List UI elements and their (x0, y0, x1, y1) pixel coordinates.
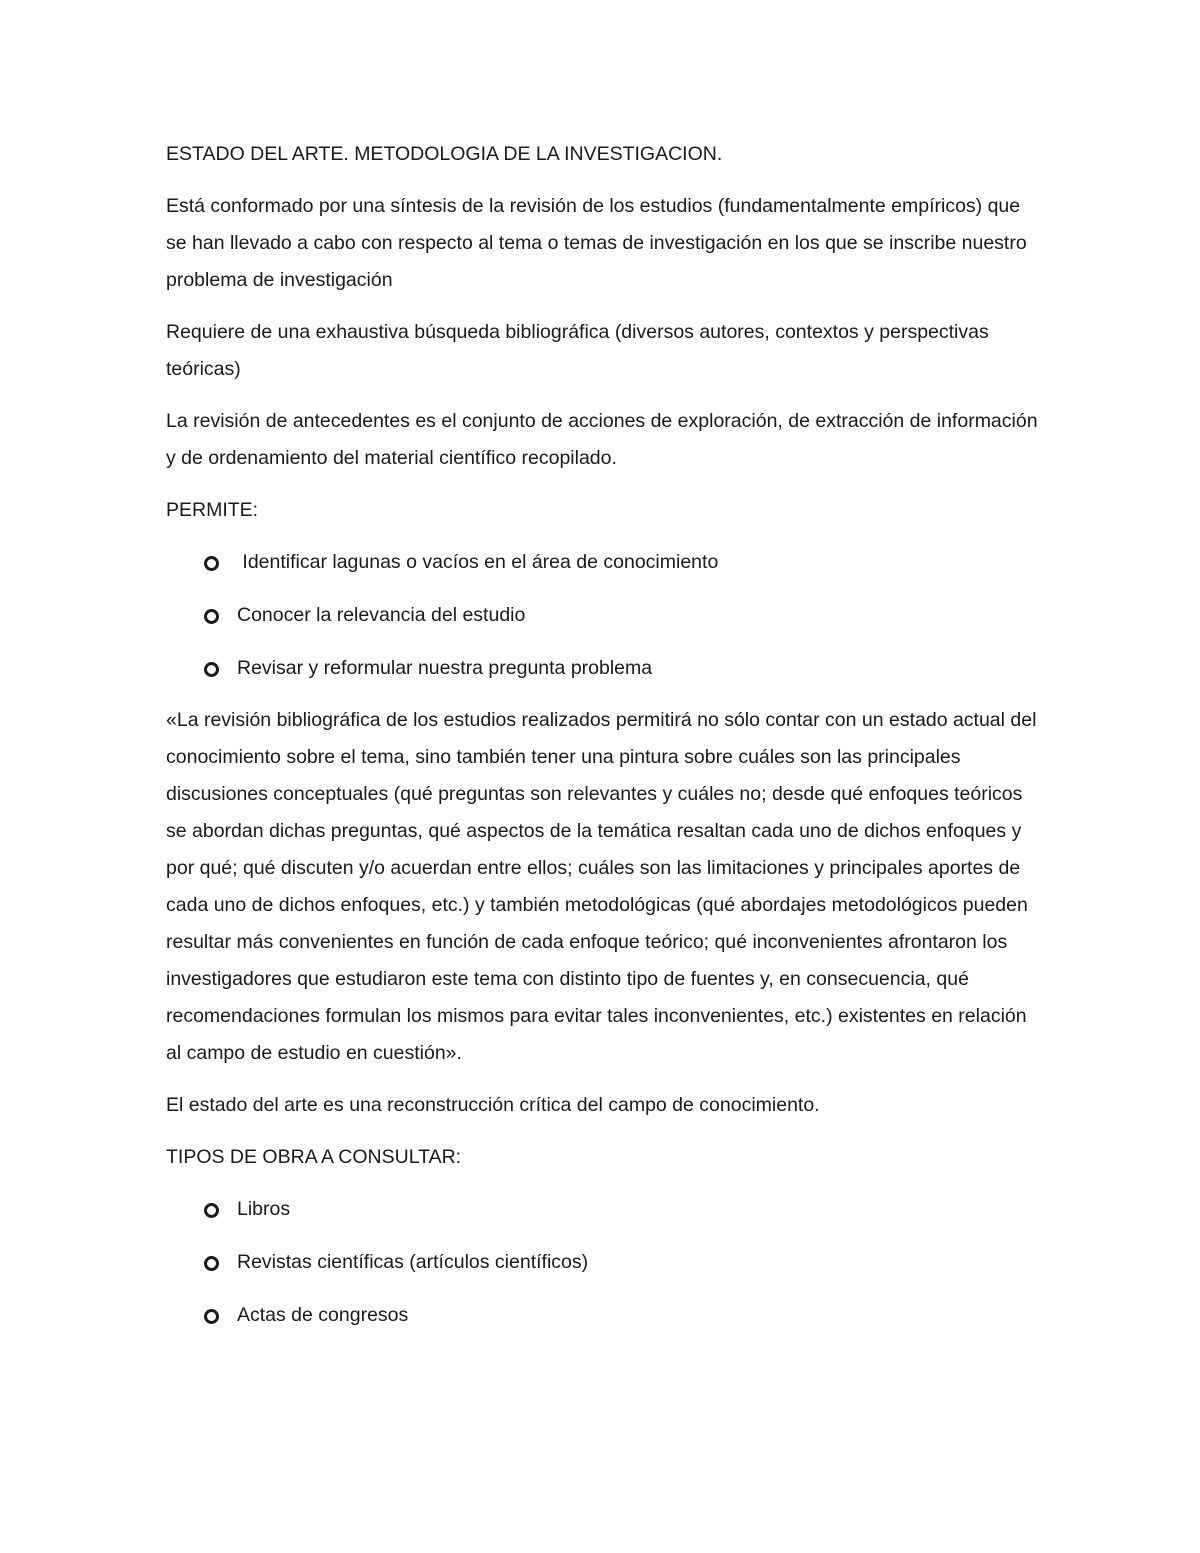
tipos-heading: TIPOS DE OBRA A CONSULTAR: (166, 1146, 462, 1168)
list-item (166, 650, 1046, 687)
hollow-circle-bullet-icon (204, 662, 219, 677)
hollow-circle-bullet-icon (204, 609, 219, 624)
permite-heading: PERMITE: (166, 499, 259, 521)
list-item-text: Libros (237, 1198, 291, 1220)
hollow-circle-bullet-icon (204, 556, 219, 571)
document-page (166, 136, 1046, 1349)
list-item-text: Revistas científicas (artículos científicos) (237, 1251, 589, 1273)
hollow-circle-bullet-icon (204, 1309, 219, 1324)
quote-paragraph: «La revisión bibliográfica de los estudios realizados permitirá no sólo contar con un estado actual del conocimiento sobre el tema, sino también tener una pintura sobre cuáles son las principales discusiones conceptuales (qué preguntas son relevantes y cuáles no; desde qué enfoques teóricos se abordan dichas preguntas, qué aspectos de la temática resaltan cada uno de dichos enfoques y por qué; qué discuten y/o acuerdan entre ellos; cuáles son las limitaciones y principales aportes de cada uno de dichos enfoques, etc.) y también metodológicas (qué abordajes metodológicos pueden resultar más convenientes en función de cada enfoque teórico; qué inconvenientes afrontaron los investigadores que estudiaron este tema con distinto tipo de fuentes y, en consecuencia, qué recomendaciones formulan los mismos para evitar tales inconvenientes, etc.) existentes en relación al campo de estudio en cuestión». (166, 709, 1037, 1064)
list-item-text: Actas de congresos (237, 1304, 409, 1326)
hollow-circle-bullet-icon (204, 1203, 219, 1218)
list-item-text: Revisar y reformular nuestra pregunta problema (237, 657, 653, 679)
paragraph-requirement: Requiere de una exhaustiva búsqueda bibliográfica (diversos autores, contextos y perspectivas teóricas) (166, 321, 989, 380)
list-item (166, 1191, 1046, 1228)
paragraph-definition: Está conformado por una síntesis de la revisión de los estudios (fundamentalmente empíricos) que se han llevado a cabo con respecto al tema o temas de investigación en los que se inscribe nuestro problema de investigación (166, 195, 1027, 291)
list-item (166, 597, 1046, 634)
list-item (166, 1297, 1046, 1334)
hollow-circle-bullet-icon (204, 1256, 219, 1271)
paragraph-conclusion: El estado del arte es una reconstrucción crítica del campo de conocimiento. (166, 1094, 820, 1116)
paragraph-review: La revisión de antecedentes es el conjunto de acciones de exploración, de extracción de información y de ordenamiento del material científico recopilado. (166, 410, 1038, 469)
list-item (166, 544, 1046, 581)
permite-list (166, 544, 1046, 687)
tipos-list (166, 1191, 1046, 1334)
list-item-text: Conocer la relevancia del estudio (237, 604, 526, 626)
list-item-text: Identificar lagunas o vacíos en el área de conocimiento (237, 551, 719, 573)
list-item (166, 1244, 1046, 1281)
document-title: ESTADO DEL ARTE. METODOLOGIA DE LA INVESTIGACION. (166, 143, 723, 165)
